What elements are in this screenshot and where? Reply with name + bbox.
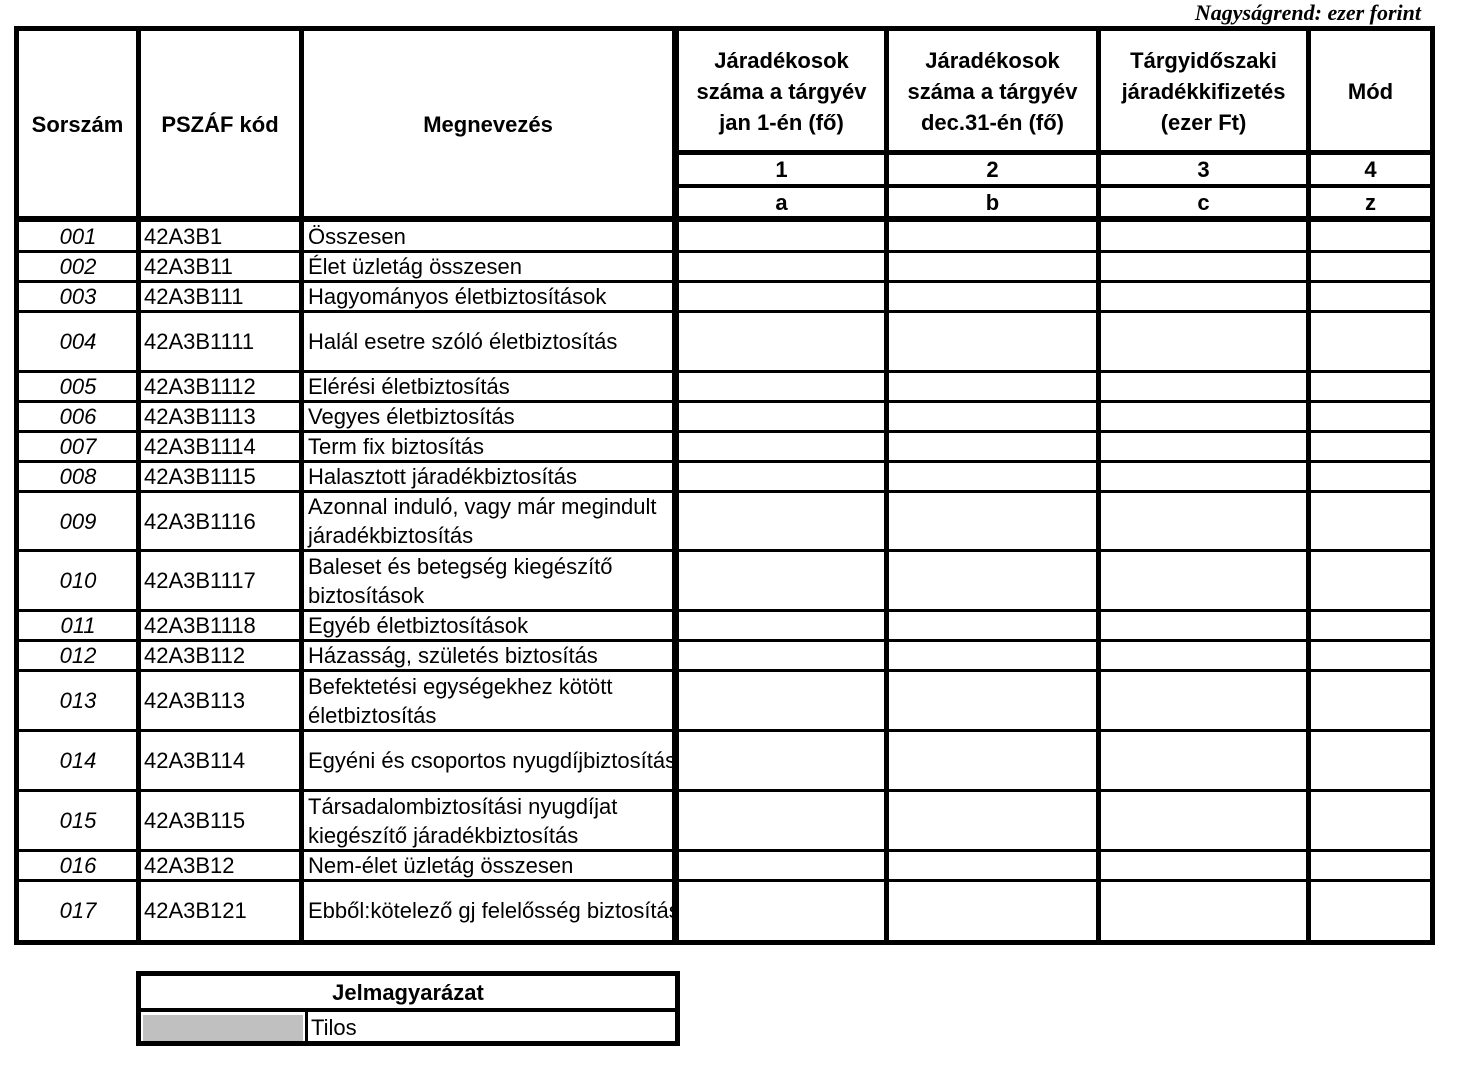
row-number: 013 [59, 688, 97, 713]
row-number: 002 [59, 254, 97, 279]
header-col1: Járadékosok száma a tárgyév jan 1-én (fő) [696, 47, 867, 135]
table-row [19, 493, 1429, 549]
row-code: 42A3B1114 [144, 434, 256, 459]
row-code: 42A3B121 [144, 898, 247, 923]
row-number: 008 [59, 464, 97, 489]
header-pszaf-kod: PSZÁF kód [161, 111, 279, 137]
row-number: 012 [59, 643, 97, 668]
row-code: 42A3B113 [144, 688, 246, 713]
table-row [19, 612, 1429, 639]
col-number: 4 [1364, 157, 1377, 182]
table-row [19, 852, 1429, 879]
row-name: Elérési életbiztosítás [308, 374, 510, 399]
grid-line [141, 1008, 675, 1012]
row-number: 011 [60, 613, 96, 638]
row-code: 42A3B1112 [144, 374, 256, 399]
col-number: 2 [986, 157, 999, 182]
row-number: 010 [59, 568, 97, 593]
table-row [19, 792, 1429, 849]
col-letter: b [985, 189, 1000, 215]
row-name: Ebből:kötelező gj felelősség biztosítás [308, 898, 680, 923]
legend-label: Tilos [311, 1015, 357, 1040]
table-row [19, 463, 1429, 490]
row-code: 42A3B1 [144, 223, 223, 249]
legend-swatch [143, 1015, 303, 1041]
row-name: Befektetési egységekhez kötött életbiztosítás [308, 673, 613, 728]
row-number: 006 [59, 404, 97, 429]
row-name: Nem-élet üzletág összesen [308, 853, 574, 878]
row-name: Vegyes életbiztosítás [308, 404, 515, 429]
row-name: Összesen [308, 223, 406, 249]
col-letter: z [1365, 189, 1376, 215]
row-number: 009 [59, 508, 97, 534]
table-row [19, 403, 1429, 430]
col-number: 3 [1197, 157, 1210, 182]
col-letter: c [1197, 189, 1210, 215]
row-code: 42A3B114 [144, 748, 246, 773]
row-code: 42A3B1116 [144, 508, 256, 534]
header-col2: Járadékosok száma a tárgyév dec.31-én (fő) [907, 47, 1078, 135]
table-row [19, 222, 1429, 250]
row-name: Társadalombiztosítási nyugdíjat kiegészítő járadékbiztosítás [308, 793, 618, 848]
table-row [19, 642, 1429, 669]
row-code: 42A3B1118 [144, 613, 256, 638]
header-col3: Tárgyidőszaki járadékkifizetés (ezer Ft) [1121, 47, 1286, 135]
row-code: 42A3B1113 [144, 404, 256, 429]
row-number: 015 [59, 808, 97, 833]
row-number: 017 [59, 898, 97, 923]
table-row [19, 373, 1429, 400]
row-number: 007 [59, 434, 97, 459]
header-megnevezes: Megnevezés [423, 111, 553, 137]
grid-line [305, 1012, 308, 1041]
row-name: Halál esetre szóló életbiztosítás [308, 329, 618, 354]
table-row [19, 672, 1429, 729]
table-row [19, 552, 1429, 609]
row-number: 014 [59, 748, 97, 773]
row-number: 003 [59, 284, 97, 309]
row-code: 42A3B111 [144, 284, 244, 309]
row-name: Term fix biztosítás [308, 434, 485, 459]
col-letter: a [775, 189, 788, 215]
row-code: 42A3B11 [144, 254, 233, 279]
legend-title: Jelmagyarázat [332, 980, 484, 1005]
row-code: 42A3B1117 [144, 568, 256, 593]
row-name: Élet üzletág összesen [308, 254, 523, 279]
row-code: 42A3B115 [144, 808, 246, 833]
row-number: 005 [59, 374, 97, 399]
row-name: Hagyományos életbiztosítások [308, 284, 607, 309]
row-code: 42A3B1115 [144, 464, 256, 489]
row-name: Halasztott járadékbiztosítás [308, 464, 578, 489]
table-row [19, 732, 1429, 789]
col-number: 1 [775, 157, 788, 182]
header-sorszam: Sorszám [31, 111, 124, 137]
row-code: 42A3B1111 [144, 329, 255, 354]
table-row [19, 433, 1429, 460]
row-name: Házasság, születés biztosítás [308, 643, 598, 668]
table-row [19, 882, 1429, 939]
row-code: 42A3B112 [144, 643, 246, 668]
table-row [19, 283, 1429, 310]
table-row [19, 313, 1429, 370]
row-name: Egyéni és csoportos nyugdíjbiztosítás [308, 748, 677, 773]
row-number: 004 [59, 329, 97, 354]
row-name: Azonnal induló, vagy már megindult járadékbiztosítás [308, 494, 657, 548]
unit-note: Nagyságrend: ezer forint [1194, 0, 1421, 25]
row-code: 42A3B12 [144, 853, 235, 878]
row-number: 001 [59, 223, 97, 249]
row-name: Egyéb életbiztosítások [308, 613, 529, 638]
row-number: 016 [59, 853, 97, 878]
row-name: Baleset és betegség kiegészítő biztosítások [308, 553, 613, 608]
table-row [19, 253, 1429, 280]
header-col4: Mód [1347, 78, 1394, 104]
legend-box [136, 971, 680, 1046]
